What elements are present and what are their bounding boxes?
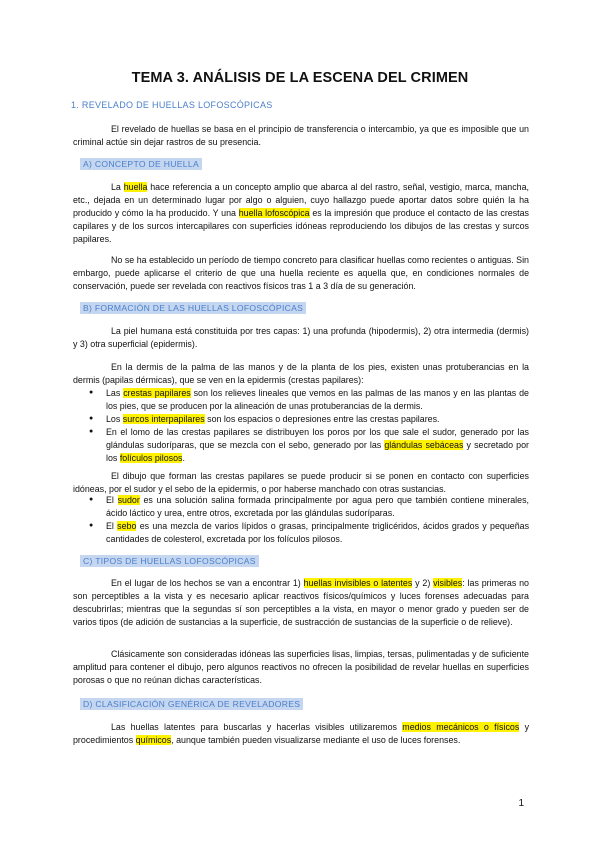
list-item (73, 426, 529, 465)
document-title: TEMA 3. ANÁLISIS DE LA ESCENA DEL CRIMEN (131, 70, 469, 86)
paragraph-concepto-huella (73, 181, 529, 246)
text-run: Los (106, 413, 123, 424)
subheading-a: A) CONCEPTO DE HUELLA (80, 158, 202, 170)
highlight-glandulas-sebaceas: glándulas sebáceas (384, 439, 464, 450)
highlight-crestas-papilares: crestas papilares (123, 388, 191, 398)
text-run: En el lugar de los hechos se van a encontrar 1) (111, 578, 304, 588)
highlight-quimicos: químicos (135, 734, 172, 745)
subheading-c: C) TIPOS DE HUELLAS LOFOSCÓPICAS (80, 555, 259, 567)
list-crestas (73, 387, 529, 464)
paragraph-dibujo-crestas: El dibujo que forman las crestas papilares se puede producir si se ponen en contacto con superficies idóneas, por el sudor y el sebo de la epidermis, o por haberse manchado con otras sustancias. (73, 471, 529, 494)
intro-paragraph: El revelado de huellas se basa en el principio de transferencia o intercambio, ya que es imposible que un criminal actúe sin dejar rastros de su presencia. (73, 124, 529, 147)
text-run: El (106, 520, 118, 531)
list-item (73, 387, 529, 413)
text-run: es una mezcla de varios lípidos o grasas, principalmente triglicéridos, ácidos grados y pequeñas cantidades de colesterol, excretada por los folículos pilosos. (106, 520, 530, 544)
text-run: , aunque también pueden visualizarse mediante el uso de luces forenses. (171, 734, 461, 745)
paragraph-superficies-idoneas: Clásicamente son consideradas idóneas las superficies lisas, limpias, tersas, pulimentadas y de suficiente amplitud para contener el dibujo, pero algunos reactivos no ofrecen la posibilidad de revelar huellas en superficies porosas o que no reúnan dichas características. (73, 649, 529, 685)
highlight-sebo: sebo (117, 520, 137, 531)
list-sudor-sebo (73, 494, 529, 546)
paragraph-capas-piel: La piel humana está constituida por tres capas: 1) una profunda (hipodermis), 2) otra intermedia (dermis) y 3) otra superficial (epidermis). (73, 326, 529, 349)
highlight-sudor: sudor (117, 495, 140, 505)
list-item (73, 413, 529, 426)
text-run: En el lomo de las crestas papilares se distribuyen los poros por los que sale el sudor, generado por las glándulas sudoríparas, que se mezcla con el sebo, generado por las (106, 426, 529, 450)
text-run: La (111, 182, 124, 192)
text-run: . (182, 452, 185, 463)
text-run: Las (106, 388, 124, 398)
highlight-medios-mecanicos: medios mecánicos o físicos (402, 722, 520, 732)
text-run: son los espacios o depresiones entre las crestas papilares. (204, 413, 440, 424)
text-run: es una solución salina formada principalmente por agua pero que también contiene minerales, ácido láctico y urea, entre otros, excretada por las glándulas sudoríparas. (106, 495, 529, 518)
subheading-d: D) CLASIFICACIÓN GENÉRICA DE REVELADORES (80, 698, 303, 710)
list-item (73, 494, 529, 520)
section-heading-1: 1. REVELADO DE HUELLAS LOFOSCÓPICAS (71, 100, 273, 110)
text-run: Las huellas latentes para buscarlas y hacerlas visibles utilizaremos (111, 722, 403, 732)
text-run: hace referencia a un concepto amplio que abarca al del rastro, señal, vestigio, marca, mancha, etc., dejada en un determinado lugar por algo o alguien, cuyo hallazgo puede aportar datos sobre quién la ha producido y cómo la ha producido. Y una (73, 182, 529, 218)
page-number: 1 (518, 798, 524, 809)
highlight-visibles: visibles (433, 578, 463, 588)
text-run: El (106, 495, 118, 505)
highlight-huella: huella (123, 182, 148, 192)
text-run: son los relieves lineales que vemos en las palmas de las manos y en las plantas de los pies, que se producen por la alineación de unas protuberancias de la dermis. (106, 388, 529, 411)
text-run: y procedimientos (73, 722, 530, 745)
highlight-huella-lofoscopica: huella lofoscópica (238, 207, 310, 218)
text-run: y 2) (412, 578, 434, 588)
subheading-b: B) FORMACIÓN DE LAS HUELLAS LOFOSCÓPICAS (80, 302, 306, 314)
list-item (73, 520, 529, 546)
text-run: es la impresión que produce el contacto de las crestas capilares y de los surcos intercapilares con superficies idóneas reproduciendo los dibujos de las crestas y surcos papilares. (73, 207, 529, 244)
paragraph-tipos-huellas (73, 577, 529, 629)
text-run: y secretado por los (106, 439, 529, 463)
highlight-surcos-interpapilares: surcos interpapilares (122, 413, 205, 424)
paragraph-antiguedad: No se ha establecido un período de tiempo concreto para clasificar huellas como recientes o antiguas. Sin embargo, puede aplicarse el criterio de que una huella reciente es aquella que, en condiciones normales de conservación, puede ser revelada con reactivos físicos tras 1 a 3 día de su generación. (73, 255, 529, 291)
highlight-foliculos-pilosos: folículos pilosos (119, 452, 183, 463)
text-run: : las primeras no son perceptibles a la vista y es necesario aplicar reactivos físicos/químicos y luces forenses adecuadas para descubrirlas; mientras que la segundas sí son perceptibles a la vista, en mayor o menor grado y pueden ser de varios tipos (de adición de sustancias a la superficie, de sustracción de sustancias de la superficie o de relieve). (73, 578, 529, 627)
paragraph-reveladores (73, 721, 529, 747)
paragraph-dermis: En la dermis de la palma de las manos y de la planta de los pies, existen unas protuberancias en la dermis (papilas dérmicas), que se ven en la epidermis (crestas papilares): (73, 362, 529, 385)
highlight-huellas-latentes: huellas invisibles o latentes (303, 578, 413, 588)
